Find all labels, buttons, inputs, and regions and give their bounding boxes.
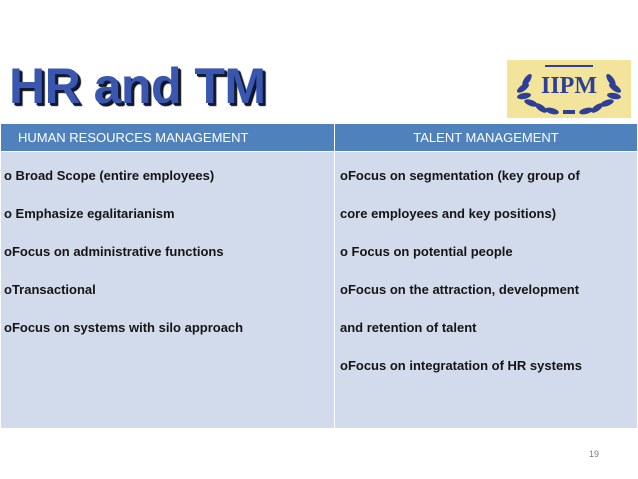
tm-item: core employees and key positions) xyxy=(340,206,557,221)
hrm-item: oFocus on administrative functions xyxy=(4,244,224,259)
slide-title: HR and TM xyxy=(9,58,266,114)
svg-text:IIPM: IIPM xyxy=(541,73,597,99)
comparison-table xyxy=(0,123,638,429)
hrm-item: o Broad Scope (entire employees) xyxy=(4,168,215,183)
header-tm: TALENT MANAGEMENT xyxy=(335,124,638,152)
tm-cell xyxy=(335,152,638,429)
tm-item: oFocus on integratation of HR systems xyxy=(340,358,582,373)
hrm-item: oFocus on systems with silo approach xyxy=(4,320,244,335)
tm-item: oFocus on the attraction, development xyxy=(340,282,580,297)
tm-item: and retention of talent xyxy=(340,320,477,335)
table-body-row xyxy=(1,152,638,429)
tm-item: oFocus on segmentation (key group of xyxy=(340,168,580,183)
table-header-row xyxy=(1,124,638,152)
iipm-logo-graphic xyxy=(507,60,631,118)
tm-item: o Focus on potential people xyxy=(340,244,513,259)
page-number: 19 xyxy=(589,449,600,459)
hrm-item: o Emphasize egalitarianism xyxy=(4,206,175,221)
iipm-logo xyxy=(507,60,631,118)
header-hrm: HUMAN RESOURCES MANAGEMENT xyxy=(1,124,335,152)
hrm-cell xyxy=(1,152,335,429)
hrm-item: oTransactional xyxy=(4,282,96,297)
